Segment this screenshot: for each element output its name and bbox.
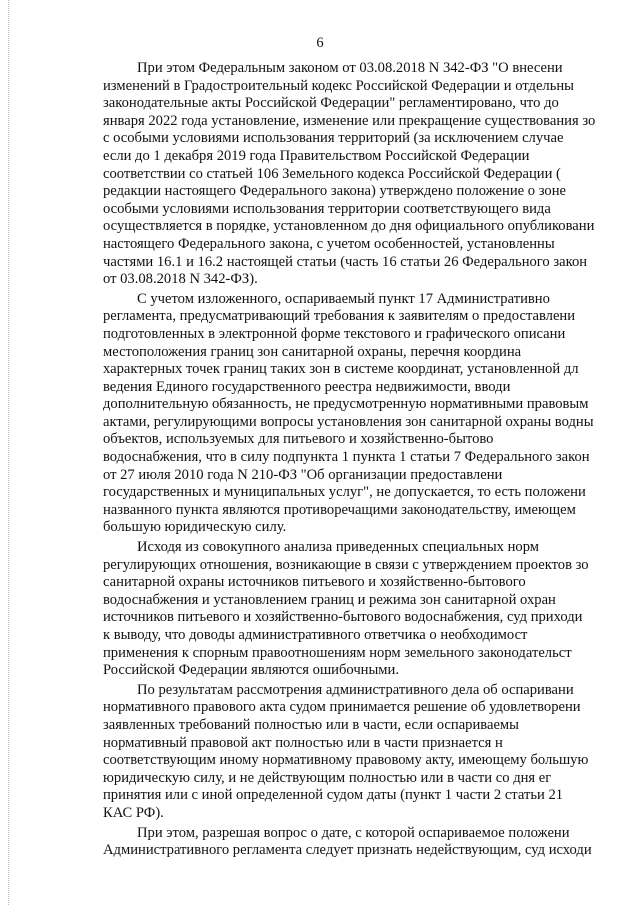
text-line: источников питьевого и хозяйственно-бытового водоснабжения, суд приходи: [103, 609, 583, 626]
text-line: частями 16.1 и 16.2 настоящей статьи (часть 16 статьи 26 Федерального закон: [103, 253, 588, 270]
text-line: настоящего Федерального закона, с учетом особенностей, установленны: [103, 235, 555, 252]
text-line: большую юридическую силу.: [103, 519, 287, 536]
text-line: санитарной охраны источников питьевого и хозяйственно-бытового: [103, 574, 526, 591]
text-line: законодательные акты Российской Федерации" регламентировано, что до: [103, 95, 559, 112]
text-line: характерных точек границ таких зон в системе координат, установленной дл: [103, 361, 579, 378]
text-line: соответствии со статьей 106 Земельного кодекса Российской Федерации (: [103, 165, 561, 182]
text-line: регулирующих отношения, возникающие в связи с утверждением проектов зо: [103, 556, 589, 573]
paragraph-4: [103, 682, 640, 823]
text-line: названного пункта являются противоречащими законодательству, имеющем: [103, 501, 576, 518]
text-line: объектов, используемых для питьевого и хозяйственно-бытово: [103, 431, 494, 448]
text-line: При этом Федеральным законом от 03.08.2018 N 342-ФЗ "О внесени: [137, 60, 563, 76]
paragraph-3: [103, 539, 640, 680]
document-body: [103, 60, 640, 862]
paragraph-5: [103, 825, 640, 860]
text-line: государственных и муниципальных услуг", не допускается, то есть положени: [103, 484, 586, 501]
text-line: заявленных требований полностью или в части, если оспариваемы: [103, 716, 519, 733]
text-line: С учетом изложенного, оспариваемый пункт 17 Административно: [137, 290, 550, 307]
page-number: 6: [316, 35, 324, 51]
text-line: юридическую силу, и не действующим полностью или в части со дня ег: [103, 769, 552, 786]
text-line: При этом, разрешая вопрос о дате, с которой оспариваемое положени: [137, 824, 570, 841]
text-line: января 2022 года установление, изменение или прекращение существования зо: [103, 112, 596, 129]
text-line: актами, регулирующими вопросы установления зон санитарной охраны водны: [103, 413, 594, 430]
text-line: Административного регламента следует признать недействующим, суд исходи: [103, 842, 592, 859]
text-line: водоснабжения и установлением границ и режима зон санитарной охран: [103, 591, 556, 608]
text-line: подготовленных в электронной форме текстового и графического описани: [103, 325, 566, 342]
text-line: особыми условиями использования территории соответствующего вида: [103, 200, 551, 217]
paragraph-1: [103, 60, 640, 289]
text-line: применения к спорным правоотношениям норм земельного законодательст: [103, 644, 572, 661]
text-line: нормативный правовой акт полностью или в части признается н: [103, 734, 503, 751]
text-line: от 27 июля 2010 года N 210-ФЗ "Об организации предоставлени: [103, 466, 503, 483]
text-line: если до 1 декабря 2019 года Правительством Российской Федерации: [103, 147, 530, 164]
text-line: от 03.08.2018 N 342-ФЗ).: [103, 271, 258, 288]
text-line: редакции настоящего Федерального закона) утверждено положение о зоне: [103, 183, 566, 200]
text-line: Российской Федерации являются ошибочными.: [103, 662, 399, 679]
text-line: к выводу, что доводы административного ответчика о необходимост: [103, 627, 528, 643]
text-line: соответствующим иному нормативному правовому акту, имеющему большую: [103, 752, 589, 769]
text-line: изменений в Градостроительный кодекс Российской Федерации и отдельны: [103, 77, 574, 94]
text-line: ведения Единого государственного реестра недвижимости, вводи: [103, 378, 511, 395]
text-line: местоположения границ зон санитарной охраны, перечня координа: [103, 343, 522, 360]
text-line: дополнительную обязанность, не предусмотренную нормативными правовым: [103, 396, 589, 413]
text-line: водоснабжения, что в силу подпункта 1 пункта 1 статьи 7 Федерального закон: [103, 449, 590, 466]
text-line: принятия или с иной определенной судом даты (пункт 1 части 2 статьи 21: [103, 787, 564, 804]
text-line: с особыми условиями использования территорий (за исключением случае: [103, 130, 564, 147]
text-line: осуществляется в порядке, установленном до дня официального опубликовани: [103, 218, 595, 235]
text-line: Исходя из совокупного анализа приведенных специальных норм: [137, 539, 540, 556]
scan-edge-left: [8, 0, 9, 905]
paragraph-2: [103, 291, 640, 537]
text-line: нормативного правового акта судом принимается решение об удовлетворени: [103, 699, 581, 716]
text-line: регламента, предусматривающий требования к заявителям о предоставлени: [103, 308, 576, 325]
text-line: По результатам рассмотрения административного дела об оспаривани: [137, 681, 574, 698]
text-line: КАС РФ).: [103, 804, 164, 821]
